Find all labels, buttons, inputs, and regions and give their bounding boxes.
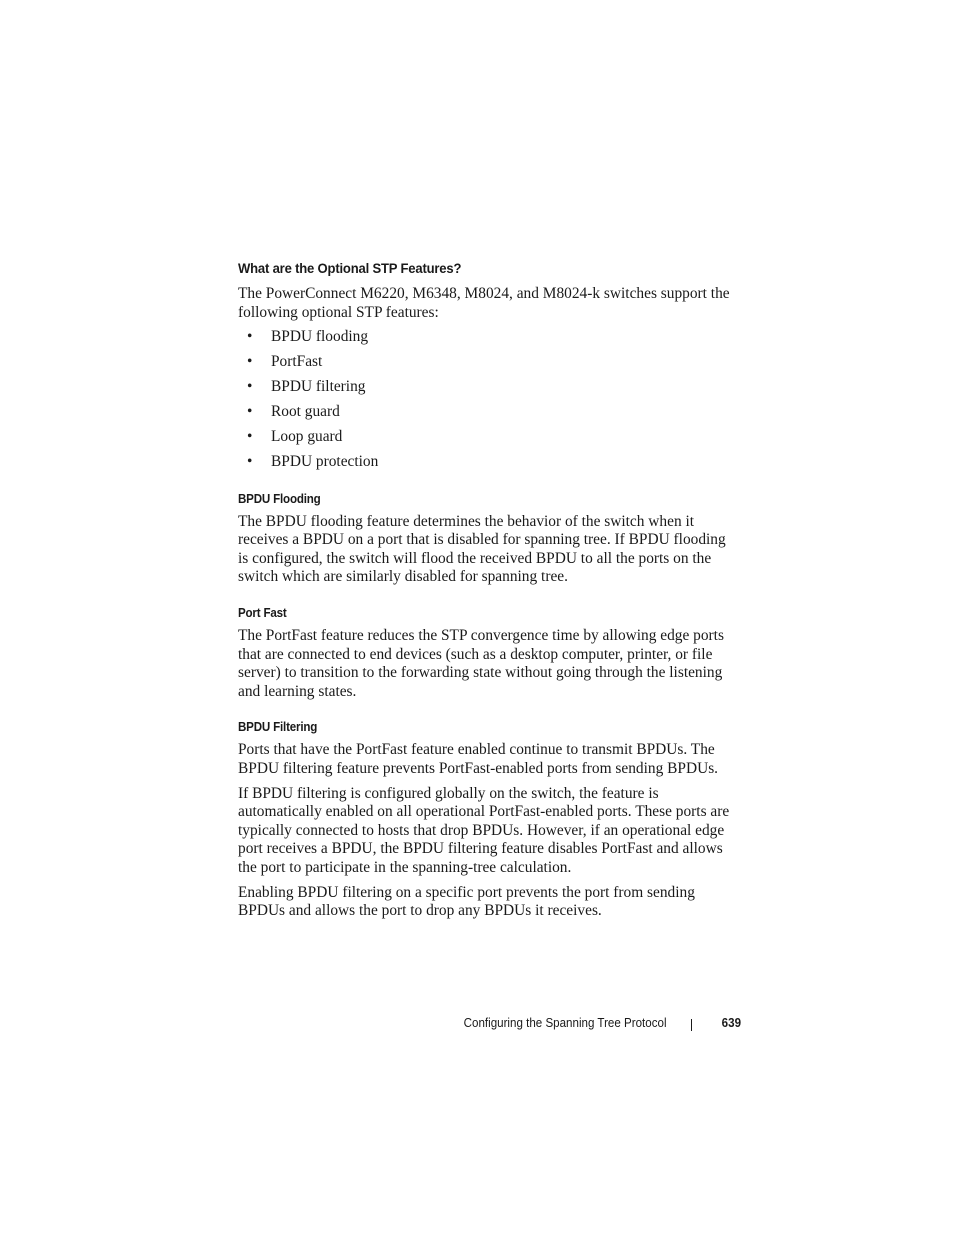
list-item: • PortFast — [247, 353, 323, 371]
bpdu-filtering-paragraph-1: Ports that have the PortFast feature enabled continue to transmit BPDUs. The BPDU filtering feature prevents PortFast-enabled ports from sending BPDUs. — [238, 741, 719, 778]
bpdu-filtering-paragraph-2: If BPDU filtering is configured globally on the switch, the feature is automatically enabled on all operational PortFast-enabled ports. These ports are typically connected to hosts that drop BPDUs. However, if an operational edge port receives a BPDU, the BPDU filtering feature disables PortFast and allows the port to participate in the spanning-tree calculation. — [238, 784, 730, 877]
port-fast-paragraph: The PortFast feature reduces the STP convergence time by allowing edge ports that are connected to end devices (such as a desktop computer, printer, or file server) to transition to the forwarding state without going through the listening and learning states. — [238, 627, 724, 700]
list-item: • Loop guard — [247, 428, 343, 446]
list-item: • BPDU flooding — [247, 328, 369, 346]
list-item: • Root guard — [247, 403, 340, 421]
feature-list — [238, 328, 738, 472]
bullet-icon: • — [247, 378, 253, 396]
bullet-icon: • — [247, 353, 253, 371]
intro-paragraph: The PowerConnect M6220, M6348, M8024, and M8024-k switches support the following optional STP features: — [238, 285, 730, 321]
bpdu-flooding-heading: BPDU Flooding — [238, 491, 321, 506]
bpdu-filtering-paragraph-3: Enabling BPDU filtering on a specific port prevents the port from sending BPDUs and allows the port to drop any BPDUs it receives. — [238, 883, 695, 920]
list-item: • BPDU protection — [247, 453, 379, 471]
bpdu-filtering-heading: BPDU Filtering — [238, 720, 318, 735]
bpdu-flooding-paragraph: The BPDU flooding feature determines the behavior of the switch when it receives a BPDU on a port that is disabled for spanning tree. If BPDU flooding is configured, the switch will flood the received BPDU to all the ports on the switch which are similarly disabled for spanning tree. — [238, 512, 726, 586]
bullet-icon: • — [247, 403, 253, 421]
list-item: • BPDU filtering — [247, 378, 366, 396]
footer-chapter-title: Configuring the Spanning Tree Protocol — [464, 1016, 667, 1030]
page-number: 639 — [721, 1016, 741, 1030]
bullet-icon: • — [247, 328, 253, 346]
port-fast-heading: Port Fast — [238, 606, 287, 621]
section-title: What are the Optional STP Features? — [238, 261, 462, 277]
bullet-icon: • — [247, 428, 253, 446]
page-footer — [0, 1014, 954, 1034]
footer-divider — [691, 1019, 692, 1031]
bullet-icon: • — [247, 453, 253, 471]
page-content — [238, 259, 738, 921]
